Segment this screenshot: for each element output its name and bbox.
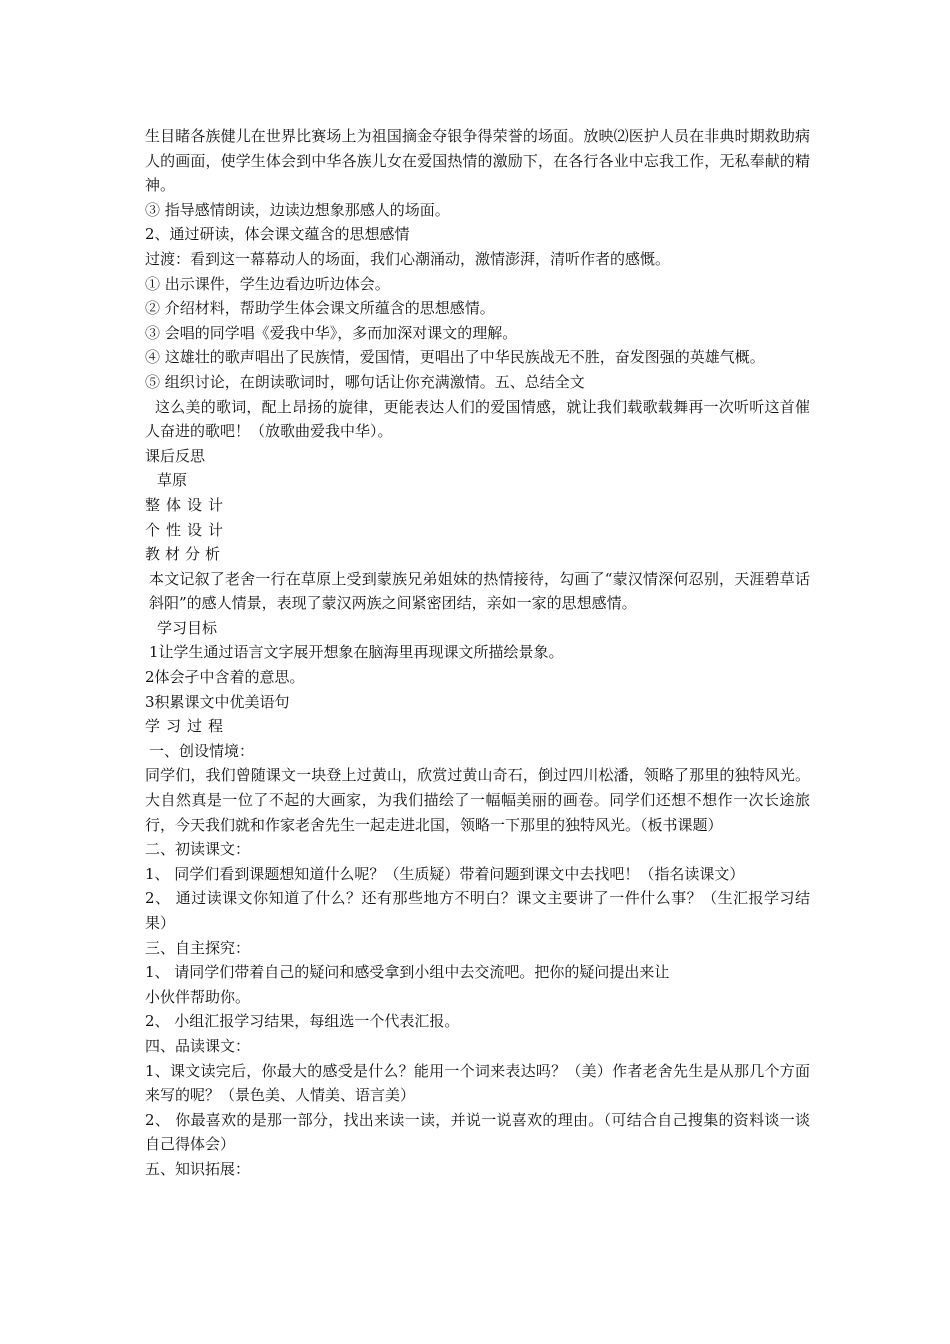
paragraph-guide-reading: ③ 指导感情朗读，边读边想象那感人的场面。 (145, 200, 450, 219)
list-item-2: ② 介绍材料，帮助学生体会课文所蕴含的思想感情。 (145, 299, 495, 318)
step-heading-1: 一、创设情境： (149, 741, 255, 760)
step-2-item-2: 2、 通过读课文你知道了什么？还有那些地方不明白？课文主要讲了一件什么事？（生汇报学习结果） (145, 889, 810, 932)
step-3-item-1: 1、 请同学们带着自己的疑问和感受拿到小组中去交流吧。把你的疑问提出来让 (145, 963, 670, 982)
list-item-5: ⑤ 组织讨论，在朗读歌词时，哪句话让你充满激情。五、总结全文 (145, 372, 585, 391)
step-heading-4: 四、品读课文： (145, 1036, 251, 1055)
step-heading-5: 五、知识拓展： (145, 1159, 251, 1178)
paragraph-transition: 过渡：看到这一幕幕动人的场面，我们心潮涌动，激情澎湃，清听作者的感慨。 (145, 249, 671, 268)
paragraph-material-analysis: 本文记叙了老舍一行在草原上受到蒙族兄弟姐妹的热情接待，勾画了“蒙汉情深何忍别，天涯碧草话斜阳”的感人情景，表现了蒙汉两族之间紧密团结，亲如一家的思想感情。 (149, 569, 810, 613)
section-heading-study: 2、通过研读，体会课文蕴含的思想感情 (145, 225, 410, 244)
lesson-title: 草原 (157, 471, 188, 490)
step-heading-3: 三、自主探究： (145, 938, 251, 957)
goal-item-3: 3积累课文中优美语句 (145, 692, 290, 711)
heading-learning-process: 学习过程 (145, 717, 230, 736)
goal-item-1: 1让学生通过语言文字展开想象在脑海里再现课文所描绘景象。 (149, 643, 564, 662)
paragraph-step-1: 同学们，我们曾随课文一块登上过黄山，欣赏过黄山奇石，倒过四川松潘，领略了那里的独特风光。大自然真是一位了不起的大画家，为我们描绘了一幅幅美丽的画卷。同学们还想不想作一次长途旅行，今天我们就和作家老舍先生一起走进北国，领略一下那里的独特风光。（板书课题） (145, 766, 810, 834)
list-item-4: ④ 这雄壮的歌声唱出了民族情，爱国情，更唱出了中华民族战无不胜，奋发图强的英雄气概。 (145, 348, 765, 367)
heading-personal-design: 个性设计 (145, 520, 230, 539)
paragraph-summary: 这么美的歌词，配上昂扬的旋律，更能表达人们的爱国情感，就让我们载歌载舞再一次听听这首催人奋进的歌吧！（放歌曲爱我中华）。 (145, 397, 810, 441)
goal-item-2: 2体会孑中含着的意思。 (145, 668, 305, 687)
list-item-1: ① 出示课件，学生边看边听边体会。 (145, 274, 390, 293)
heading-learning-goals: 学习目标 (157, 618, 218, 637)
step-heading-2: 二、初读课文： (145, 840, 251, 859)
step-4-item-1: 1、课文读完后，你最大的感受是什么？能用一个词来表达吗？（美）作者老舍先生是从那几个方面来写的呢？（景色美、人情美、语言美） (145, 1061, 810, 1105)
list-item-3: ③ 会唱的同学唱《爱我中华》，多而加深对课文的理解。 (145, 323, 518, 342)
heading-material-analysis: 教材分析 (145, 545, 226, 564)
paragraph-intro: 生目睹各族健儿在世界比赛场上为祖国摘金夺银争得荣誉的场面。放映⑵医护人员在非典时期救助病人的画面，使学生体会到中华各族儿女在爱国热情的激励下，在各行各业中忘我工作，无私奉献的精神。 (145, 127, 810, 195)
heading-reflection: 课后反思 (145, 446, 206, 465)
document-body (145, 124, 810, 1182)
step-3-item-2: 2、 小组汇报学习结果，每组选一个代表汇报。 (145, 1012, 460, 1031)
heading-overall-design: 整体设计 (145, 495, 230, 514)
step-4-item-2: 2、 你最喜欢的是那一部分，找出来读一读，并说一说喜欢的理由。（可结合自己搜集的资料谈一谈自己得体会） (145, 1110, 810, 1154)
step-3-item-1-cont: 小伙伴帮助你。 (145, 987, 251, 1006)
step-2-item-1: 1、 同学们看到课题想知道什么呢？（生质疑）带着问题到课文中去找吧！（指名读课文） (145, 864, 745, 883)
